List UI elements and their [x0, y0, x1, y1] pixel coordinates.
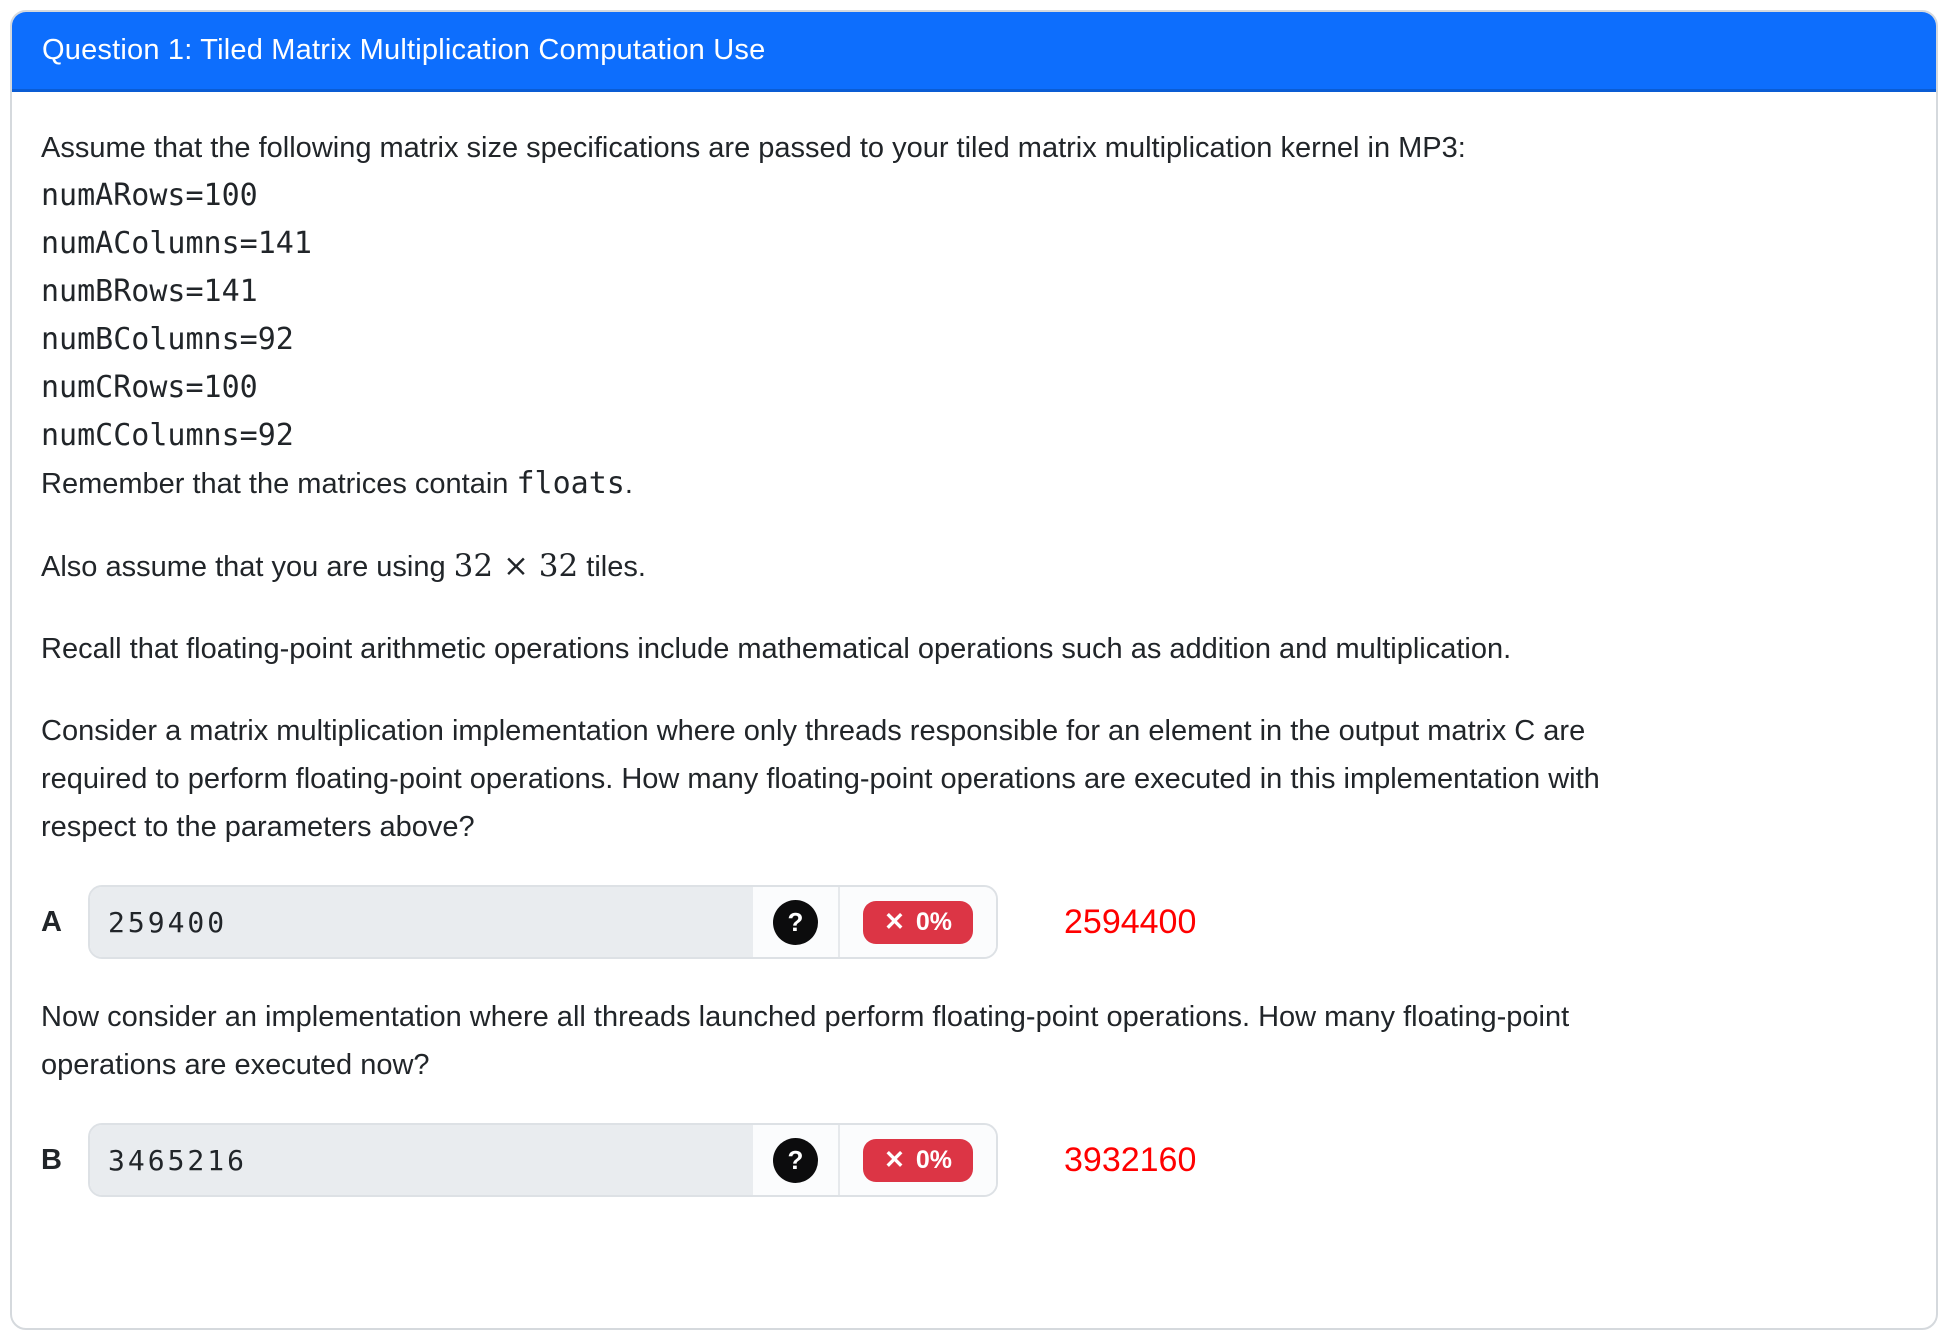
score-cell-b — [838, 1125, 996, 1195]
help-cell-b — [753, 1125, 838, 1195]
question-b-line: operations are executed now? — [41, 1049, 430, 1081]
param-line: numBRows=141 — [41, 274, 258, 309]
correct-answer-a: 2594400 — [1064, 902, 1197, 941]
help-button-a[interactable] — [773, 900, 818, 945]
param-line: numAColumns=141 — [41, 226, 312, 261]
question-b-paragraph — [41, 993, 1907, 1089]
question-title: Question 1: Tiled Matrix Multiplication Computation Use — [42, 34, 766, 66]
score-percent-a: 0% — [915, 907, 953, 936]
tiles-line — [41, 542, 1907, 591]
remember-prefix: Remember that the matrices contain — [41, 468, 517, 500]
question-body — [12, 92, 1936, 1271]
question-mark-icon: ? — [787, 906, 804, 937]
answer-label-a: A — [41, 905, 62, 938]
tiles-prefix: Also assume that you are using — [41, 551, 454, 583]
question-a-line: respect to the parameters above? — [41, 811, 475, 843]
answer-label-b: B — [41, 1143, 62, 1176]
question-a-line: required to perform floating-point operations. How many floating-point operations are executed in this implementation with — [41, 763, 1600, 795]
tile-size-math: 32 × 32 — [453, 548, 579, 584]
score-badge-b — [863, 1139, 973, 1182]
floats-code: floats — [516, 466, 625, 501]
tiles-paragraph — [41, 542, 1907, 591]
x-icon: ✕ — [883, 1145, 905, 1174]
answer-input-a[interactable] — [90, 887, 753, 957]
recall-line: Recall that floating-point arithmetic operations include mathematical operations such as addition and multiplication. — [41, 633, 1512, 665]
remember-line — [41, 460, 1907, 508]
param-line: numCColumns=92 — [41, 418, 294, 453]
question-a-line: Consider a matrix multiplication implementation where only threads responsible for an element in the output matrix C are — [41, 715, 1586, 747]
answer-row-b — [41, 1123, 1907, 1197]
help-button-b[interactable] — [773, 1138, 818, 1183]
tiles-suffix: tiles. — [578, 551, 646, 583]
recall-paragraph — [41, 625, 1907, 673]
score-badge-a — [863, 901, 973, 944]
question-card — [10, 10, 1938, 1330]
answer-input-group-a — [88, 885, 998, 959]
answer-row-a — [41, 885, 1907, 959]
correct-answer-b: 3932160 — [1064, 1140, 1197, 1179]
param-line: numARows=100 — [41, 178, 258, 213]
score-percent-b: 0% — [915, 1145, 953, 1174]
question-header — [12, 12, 1936, 92]
help-cell-a — [753, 887, 838, 957]
question-a-paragraph — [41, 707, 1907, 851]
param-line: numCRows=100 — [41, 370, 258, 405]
score-cell-a — [838, 887, 996, 957]
question-mark-icon: ? — [787, 1144, 804, 1175]
x-icon: ✕ — [883, 907, 905, 936]
remember-suffix: . — [624, 468, 633, 500]
answer-input-group-b — [88, 1123, 998, 1197]
intro-lead: Assume that the following matrix size specifications are passed to your tiled matrix multiplication kernel in MP3: — [41, 132, 1466, 164]
param-line: numBColumns=92 — [41, 322, 294, 357]
intro-paragraph — [41, 124, 1907, 508]
answer-input-b[interactable] — [90, 1125, 753, 1195]
question-b-line: Now consider an implementation where all threads launched perform floating-point operations. How many floating-point — [41, 1001, 1570, 1033]
